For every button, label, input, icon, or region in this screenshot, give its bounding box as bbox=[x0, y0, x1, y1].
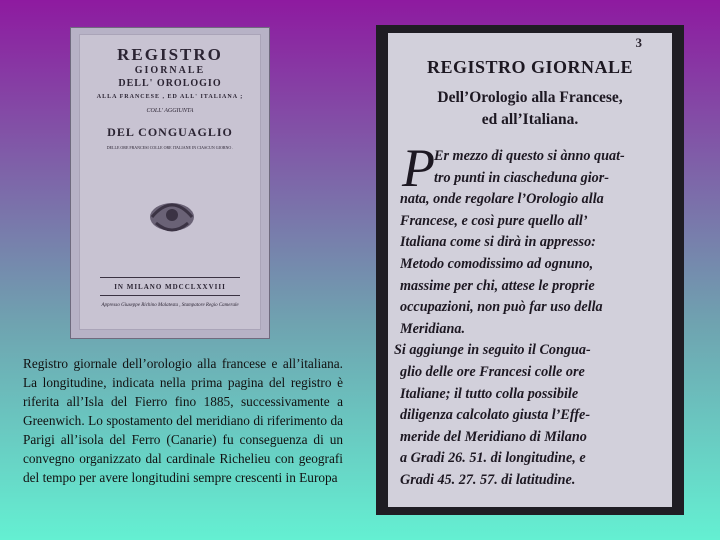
cover-rule-bottom bbox=[100, 295, 240, 296]
cover-title-orologio: DELL' OROLOGIO bbox=[118, 78, 222, 89]
drop-cap: P bbox=[402, 138, 435, 198]
cover-title-giornale: GIORNALE bbox=[134, 65, 206, 76]
body-line: occupazioni, non può far uso della bbox=[400, 299, 603, 316]
body-line: glio delle ore Francesi colle ore bbox=[400, 363, 585, 380]
page-title: REGISTRO GIORNALE bbox=[426, 57, 634, 77]
caption-text: Registro giornale dell’orologio alla francese e all’italiana. La longitudine, indicata nella prima pagina del registro è riferita all’Isla del Fierro fino 1885, successivamente a Greenwich. Lo spostamento del meridiano di riferimento da Parigi all’isola del Ferro (Canarie) fu conseguenza di un convegno organizzato dal cardinale Richelieu con geografi del tempo per avere longitudini sempre crescenti in Europa bbox=[23, 356, 343, 485]
body-line: nata, onde regolare l’Orologio alla bbox=[400, 191, 604, 208]
body-line: Italiana come si dirà in appresso: bbox=[400, 234, 596, 251]
body-line: Er mezzo di questo si ànno quat- bbox=[434, 148, 625, 164]
book-cover-page bbox=[79, 34, 261, 330]
body-line: Francese, e così pure quello all’ bbox=[400, 212, 588, 229]
cover-printer: Appresso Giuseppe Richino Malatesta , Stampatore Regio Camerale bbox=[101, 303, 239, 308]
body-line: Italiane; il tutto colla possibile bbox=[400, 385, 579, 402]
cover-rule-top bbox=[100, 277, 240, 278]
body-line: tro punti in ciascheduna gior- bbox=[434, 169, 610, 186]
page-body bbox=[394, 146, 662, 492]
page-number: 3 bbox=[635, 35, 642, 50]
book-cover-photo bbox=[70, 27, 270, 339]
body-line: a Gradi 26. 51. di longitudine, e bbox=[400, 450, 586, 467]
register-page-photo bbox=[376, 25, 684, 515]
printer-emblem-icon bbox=[146, 193, 198, 237]
body-line: diligenza calcolato giusta l’Effe- bbox=[400, 407, 591, 424]
page-subtitle-2: ed all’Italiana. bbox=[481, 111, 579, 128]
cover-title-registro: REGISTRO bbox=[117, 45, 223, 64]
cover-small-line: DELLE ORE FRANCESI COLLE ORE ITALIANE IN CIASCUN GIORNO . bbox=[106, 145, 234, 150]
body-line: massime per chi, attese le proprie bbox=[400, 277, 595, 294]
body-line: meride del Meridiano di Milano bbox=[400, 428, 587, 445]
body-line: Gradi 45. 27. 57. di latitudine. bbox=[400, 471, 576, 488]
cover-imprint: IN MILANO MDCCLXXVIII bbox=[114, 283, 226, 291]
cover-conguaglio: DEL CONGUAGLIO bbox=[107, 125, 233, 139]
body-line: Si aggiunge in seguito il Congua- bbox=[394, 342, 591, 359]
page-subtitle-1: Dell’Orologio alla Francese, bbox=[437, 89, 623, 106]
cover-subtitle: ALLA FRANCESE , ED ALL' ITALIANA ; bbox=[96, 94, 244, 100]
cover-aggiunta: COLL' AGGIUNTA bbox=[146, 108, 194, 114]
register-page bbox=[388, 33, 672, 507]
body-line: Meridiana. bbox=[400, 320, 466, 337]
body-line: Metodo comodissimo ad ognuno, bbox=[400, 255, 594, 272]
